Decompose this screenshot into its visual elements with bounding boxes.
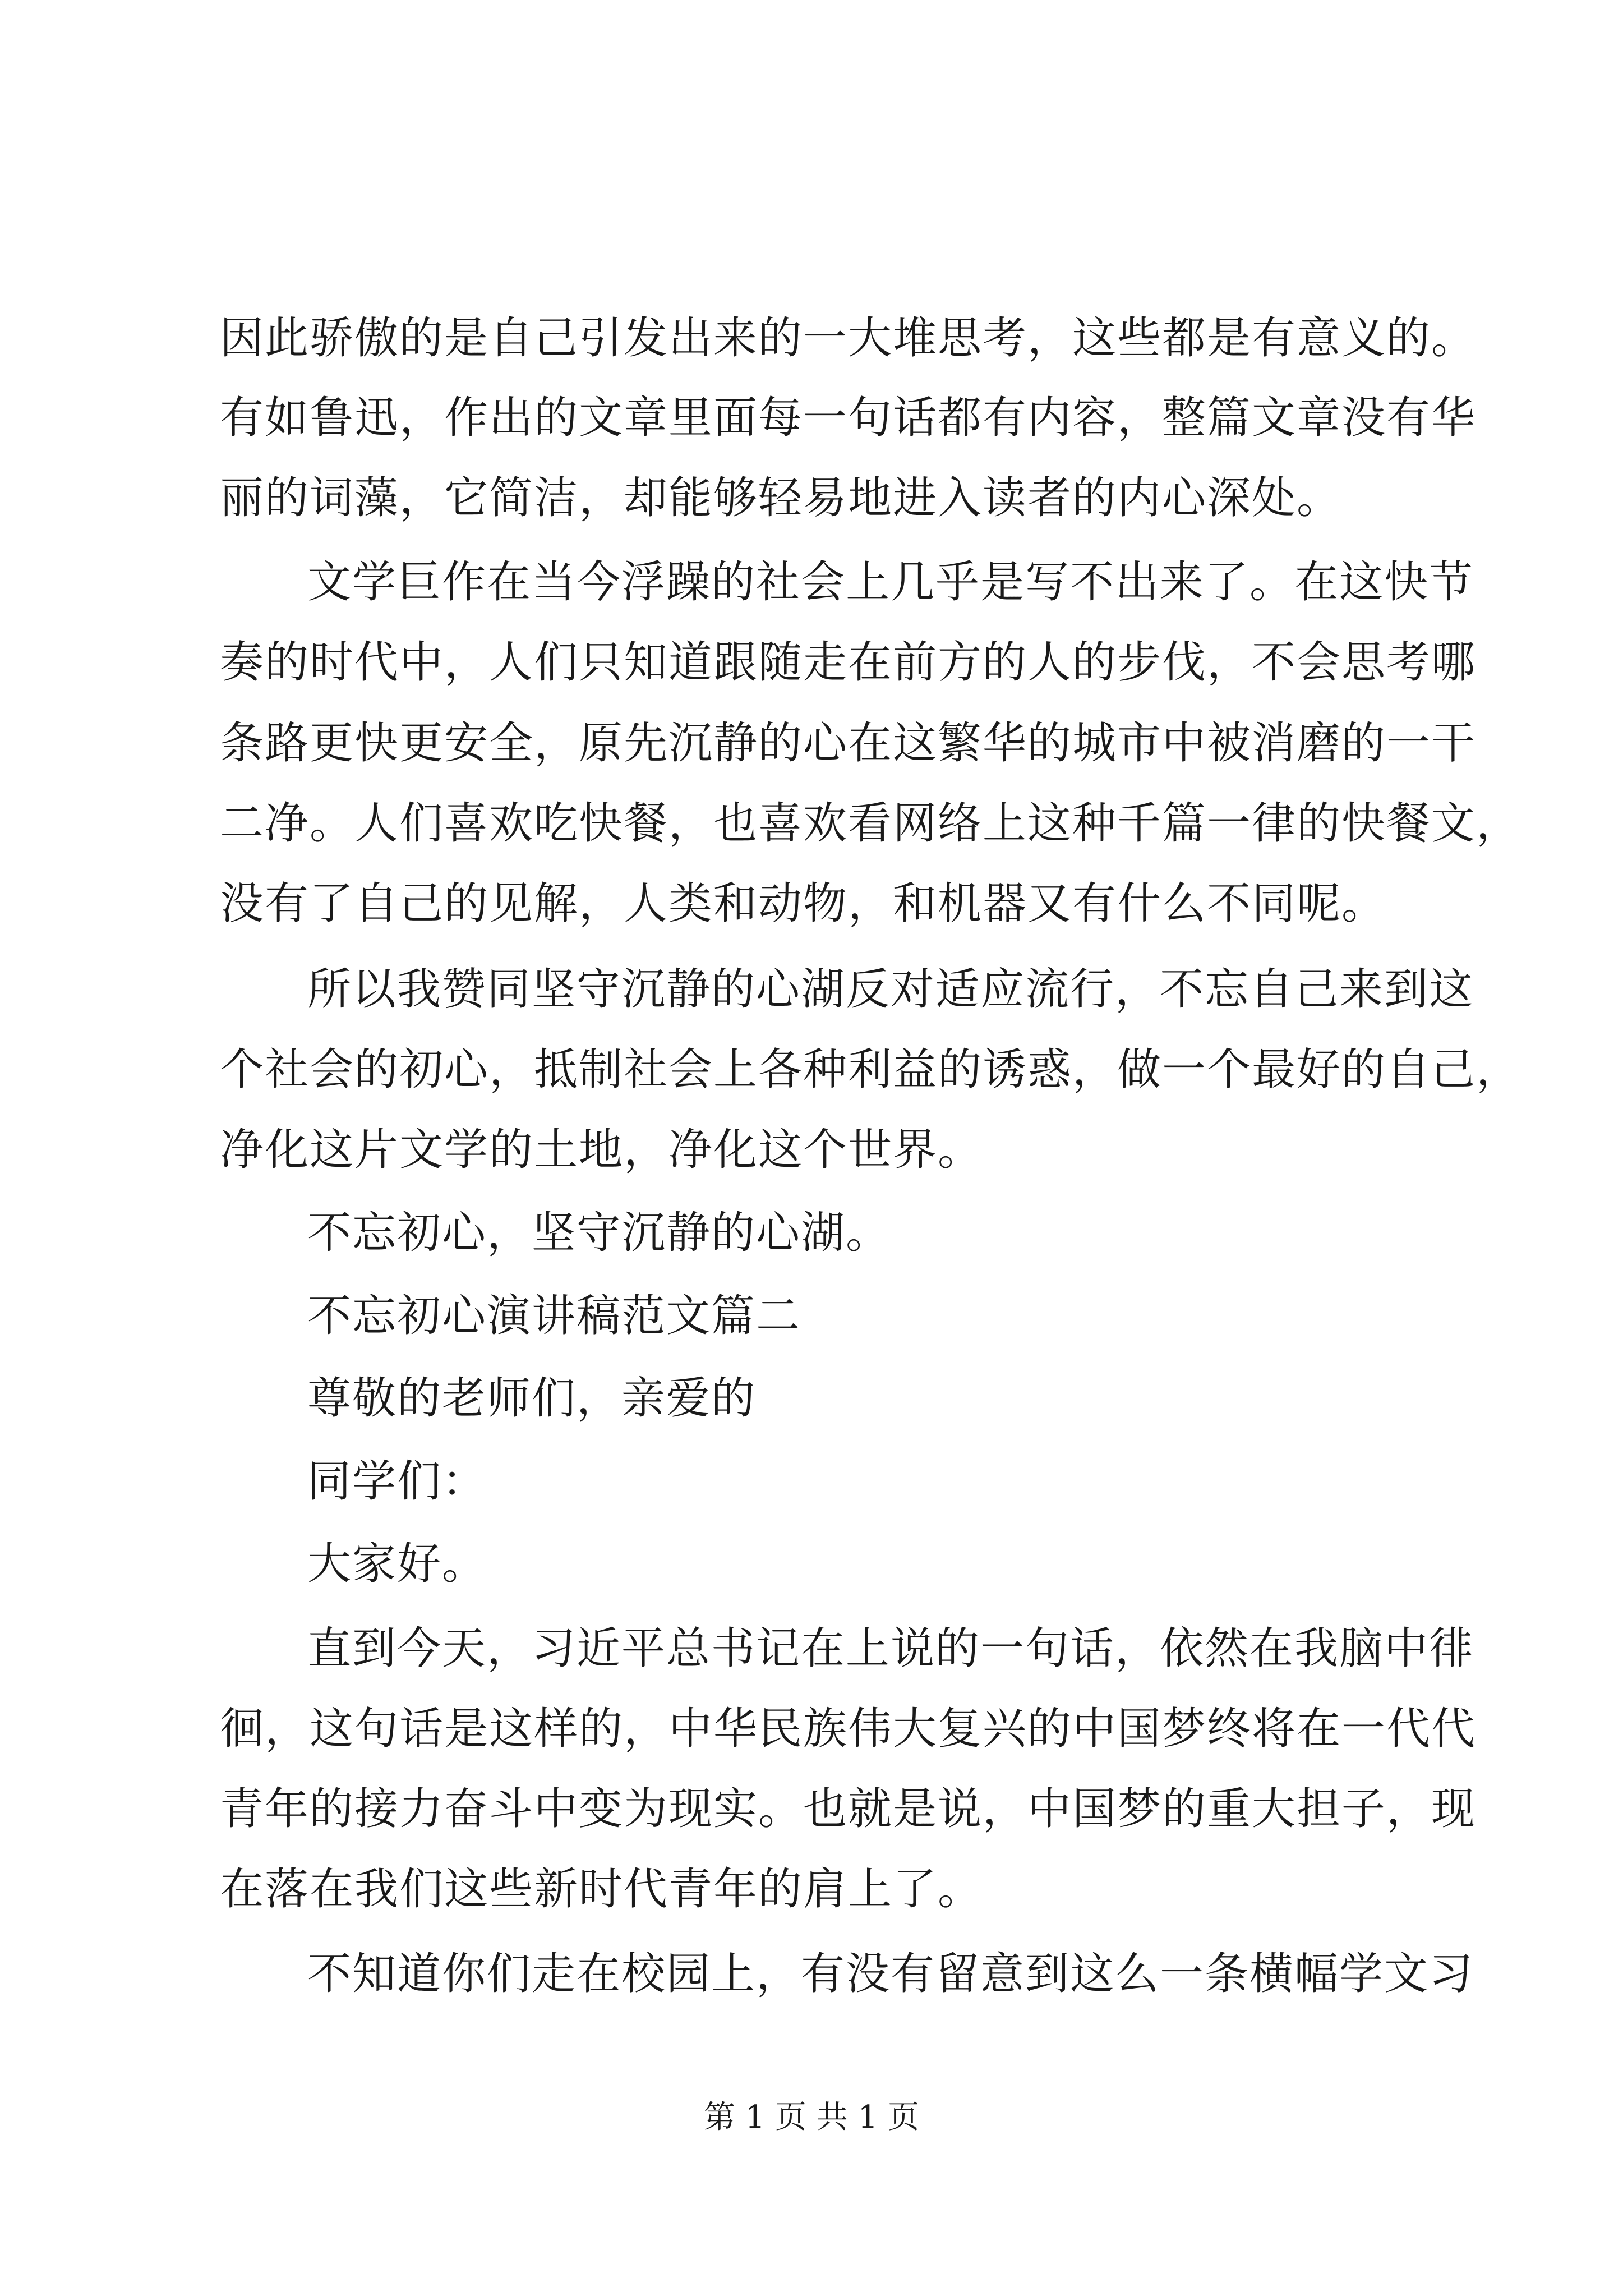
text-line: 没有了自己的见解，人类和动物，和机器又有什么不同呢。 [220, 878, 1387, 929]
text-line: 丽的词藻，它简洁，却能够轻易地进入读者的内心深处。 [220, 473, 1342, 523]
text-line: 文学巨作在当今浮躁的社会上几乎是写不出来了。在这快节 [307, 557, 1474, 608]
greeting: 大家好。 [307, 1539, 487, 1589]
section-heading: 不忘初心演讲稿范文篇二 [307, 1291, 801, 1341]
text-line: 条路更快更安全，原先沉静的心在这繁华的城市中被消磨的一干 [220, 718, 1477, 769]
text-line: 不忘初心，坚守沉静的心湖。 [307, 1208, 891, 1258]
text-line: 奏的时代中，人们只知道跟随走在前方的人的步伐，不会思考哪 [220, 637, 1477, 688]
text-line: 徊，这句话是这样的，中华民族伟大复兴的中国梦终将在一代代 [220, 1704, 1477, 1754]
text-line: 所以我赞同坚守沉静的心湖反对适应流行，不忘自己来到这 [307, 964, 1474, 1015]
text-line: 青年的接力奋斗中变为现实。也就是说，中国梦的重大担子，现 [220, 1784, 1477, 1834]
salutation: 同学们： [307, 1456, 487, 1507]
text-line: 在落在我们这些新时代青年的肩上了。 [220, 1864, 983, 1915]
page-footer: 第 1 页 共 1 页 [703, 2099, 920, 2136]
text-line: 不知道你们走在校园上，有没有留意到这么一条横幅学文习 [307, 1949, 1474, 1999]
text-line: 个社会的初心，抵制社会上各种利益的诱惑，做一个最好的自己， [220, 1045, 1521, 1095]
text-line: 二净。人们喜欢吃快餐，也喜欢看网络上这种千篇一律的快餐文， [220, 798, 1521, 849]
text-line: 因此骄傲的是自己引发出来的一大堆思考，这些都是有意义的。 [220, 313, 1477, 364]
text-line: 净化这片文学的土地，净化这个世界。 [220, 1125, 983, 1175]
salutation: 尊敬的老师们，亲爱的 [307, 1373, 757, 1424]
text-line: 有如鲁迅，作出的文章里面每一句话都有内容，整篇文章没有华 [220, 393, 1477, 443]
text-line: 直到今天，习近平总书记在上说的一句话，依然在我脑中徘 [307, 1623, 1474, 1674]
